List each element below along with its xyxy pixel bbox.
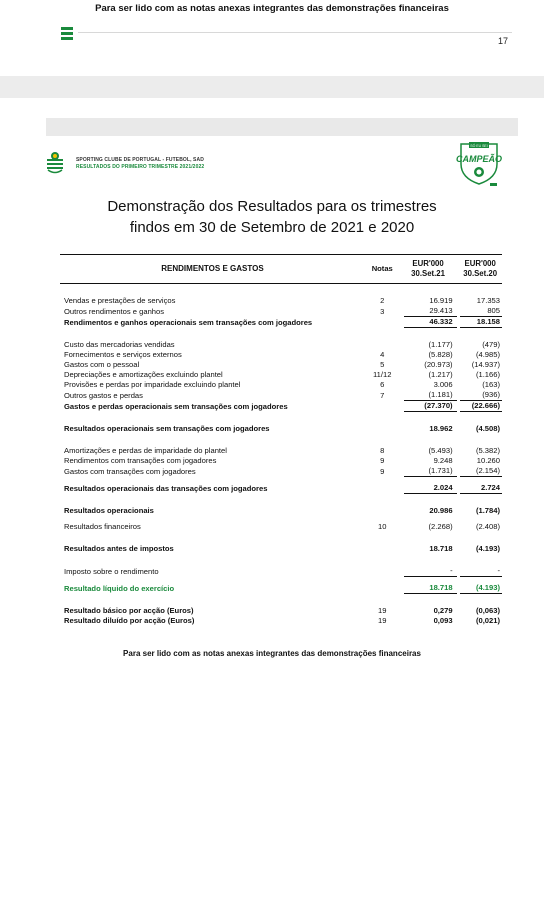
company-line2: RESULTADOS DO PRIMEIRO TRIMESTRE 2021/2022 — [76, 164, 205, 170]
table-row: Depreciações e amortizações excluindo plantel 11/12 (1.217) (1.166) — [64, 370, 500, 379]
table-row: Outros rendimentos e ganhos 3 29.413 805 — [64, 306, 500, 316]
footer-notice: Para ser lido com as notas anexas integrantes das demonstrações financeiras — [123, 649, 421, 658]
header-col2 — [460, 255, 502, 284]
title-line2: findos em 30 de Setembro de 2021 e 2020 — [129, 219, 415, 236]
col2-unit: EUR'000 — [464, 259, 496, 268]
table-row: Gastos e perdas operacionais sem transações com jogadores (27.370) (22.666) — [64, 401, 500, 411]
table-row: Custo das mercadorias vendidas (1.177) (479) — [64, 340, 500, 349]
table-row: Rendimentos e ganhos operacionais sem transações com jogadores 46.332 18.158 — [64, 317, 500, 327]
table-row: Resultados operacionais 20.986 (1.784) — [64, 506, 500, 515]
table-row: Gastos com o pessoal 5 (20.973) (14.937) — [64, 360, 500, 369]
title-line1: Demonstração dos Resultados para os trimestres — [107, 198, 437, 215]
top-notice: Para ser lido com as notas anexas integrantes das demonstrações financeiras — [95, 3, 449, 14]
page-header-strip — [46, 118, 518, 136]
table-row: Fornecimentos e serviços externos 4 (5.828) (4.985) — [64, 350, 500, 359]
table-row: Gastos com transações com jogadores 9 (1.731) (2.154) — [64, 466, 500, 476]
col1-unit: EUR'000 — [412, 259, 444, 268]
badge-top-text: SÓ EU SEI — [470, 144, 488, 148]
company-line1: SPORTING CLUBE DE PORTUGAL - FUTEBOL, SAD — [76, 157, 204, 163]
table-row: Provisões e perdas por imparidade excluindo plantel 6 3.006 (163) — [64, 380, 500, 389]
document-page — [0, 98, 544, 900]
header-col1 — [404, 255, 457, 284]
table-row: Amortizações e perdas de imparidade do plantel 8 (5.493) (5.382) — [64, 446, 500, 455]
company-name — [76, 157, 204, 171]
page-number: 17 — [497, 36, 508, 46]
col1-date: 30.Set.21 — [411, 269, 445, 278]
header-notes: Notas — [361, 255, 404, 284]
table-row: Outros gastos e perdas 7 (1.181) (936) — [64, 390, 500, 400]
table-row: Resultados financeiros 10 (2.268) (2.408) — [64, 522, 500, 531]
table-row: Resultados operacionais sem transações com jogadores 18.962 (4.508) — [64, 424, 500, 433]
table-row: Vendas e prestações de serviços 2 16.919 17.353 — [64, 296, 500, 305]
campeao-badge — [455, 138, 503, 186]
divider — [78, 32, 512, 33]
table-row: Resultados antes de impostos 18.718 (4.193) — [64, 544, 500, 553]
table-row: Resultado líquido do exercício 18.718 (4.193) — [64, 583, 500, 593]
hamburger-menu-icon[interactable] — [61, 27, 73, 41]
col2-date: 30.Set.20 — [463, 269, 498, 278]
badge-ribbon — [490, 183, 497, 186]
table-row: Resultados operacionais das transações com jogadores 2.024 2.724 — [64, 483, 500, 493]
table-header-row — [60, 255, 502, 284]
badge-text: CAMPEÃO — [455, 154, 503, 164]
income-statement-table — [60, 254, 502, 626]
viewer-toolbar — [0, 0, 544, 76]
table-row: Rendimentos com transações com jogadores 9 9.248 10.260 — [64, 456, 500, 465]
header-desc: RENDIMENTOS E GASTOS — [60, 255, 361, 284]
page-gap — [0, 76, 544, 98]
sporting-lion-logo-icon — [45, 150, 65, 174]
table-row: Imposto sobre o rendimento - - — [64, 566, 500, 576]
table-row: Resultado básico por acção (Euros) 19 0,279 (0,063) — [64, 606, 500, 615]
document-title — [60, 196, 484, 238]
table-row: Resultado diluído por acção (Euros) 19 0,093 (0,021) — [64, 616, 500, 625]
